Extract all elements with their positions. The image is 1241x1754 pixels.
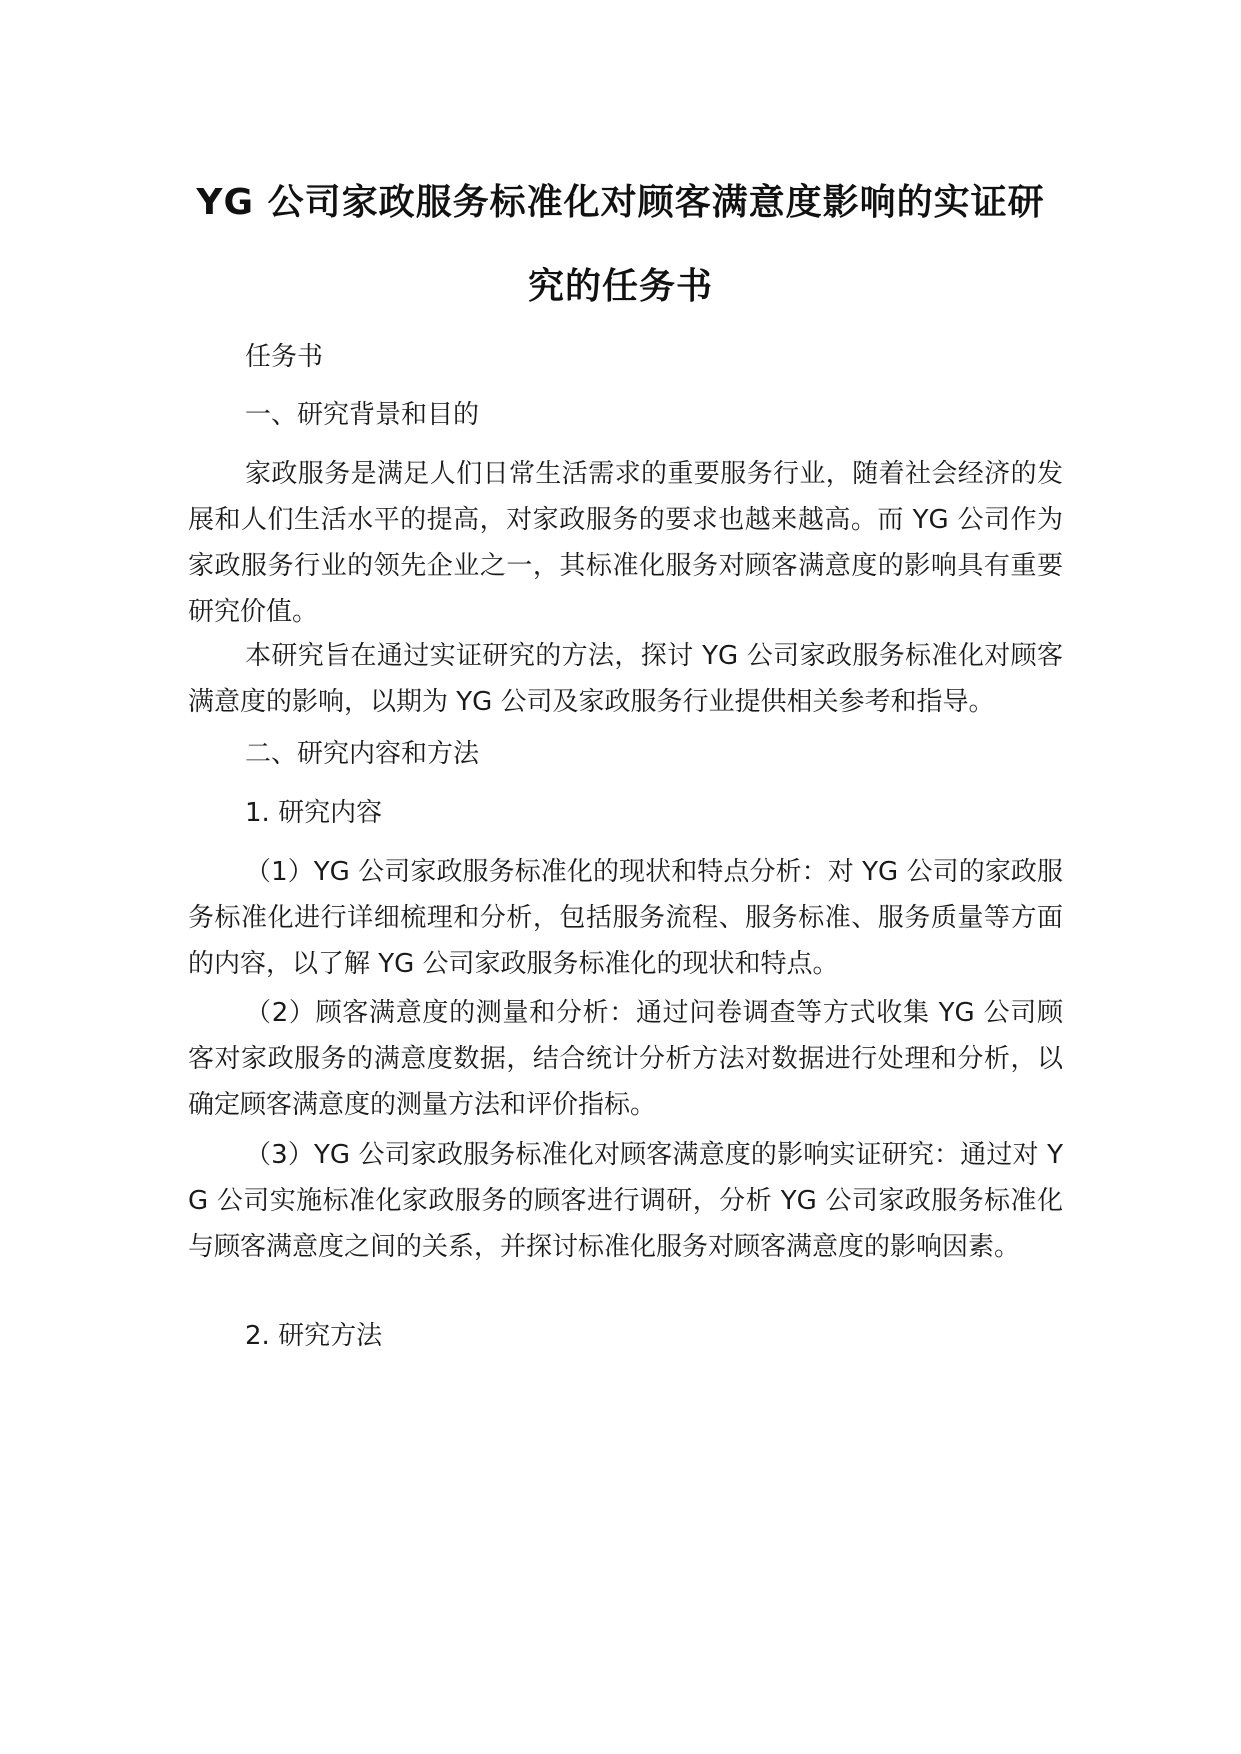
list-item-2: （2）顾客满意度的测量和分析：通过问卷调查等方式收集 YG 公司顾客对家政服务的满意度数据，结合统计分析方法对数据进行处理和分析，以确定顾客满意度的测量方法和评价指标。 <box>188 998 1063 1120</box>
subsection-heading-methods: 2. 研究方法 <box>245 1321 383 1351</box>
task-label: 任务书 <box>245 342 324 372</box>
section-heading-background: 一、研究背景和目的 <box>245 400 480 430</box>
document-title-line-2: 究的任务书 <box>527 266 713 307</box>
list-item-1: （1）YG 公司家政服务标准化的现状和特点分析：对 YG 公司的家政服务标准化进行详细梳理和分析，包括服务流程、服务标准、服务质量等方面的内容，以了解 YG 公司家政服务标准化的现状和特点。 <box>188 857 1063 979</box>
document-title-line-1: YG 公司家政服务标准化对顾客满意度影响的实证研 <box>196 182 1045 223</box>
list-item-3: （3）YG 公司家政服务标准化对顾客满意度的影响实证研究：通过对 YG 公司实施标准化家政服务的顾客进行调研，分析 YG 公司家政服务标准化与顾客满意度之间的关系，并探讨标准化服务对顾客满意度的影响因素。 <box>188 1140 1063 1262</box>
paragraph-purpose: 本研究旨在通过实证研究的方法，探讨 YG 公司家政服务标准化对顾客满意度的影响，以期为 YG 公司及家政服务行业提供相关参考和指导。 <box>188 641 1063 717</box>
section-heading-content-methods: 二、研究内容和方法 <box>245 739 480 769</box>
paragraph-background: 家政服务是满足人们日常生活需求的重要服务行业，随着社会经济的发展和人们生活水平的提高，对家政服务的要求也越来越高。而 YG 公司作为家政服务行业的领先企业之一，其标准化服务对顾客满意度的影响具有重要研究价值。 <box>188 459 1063 627</box>
subsection-heading-content: 1. 研究内容 <box>245 798 383 828</box>
